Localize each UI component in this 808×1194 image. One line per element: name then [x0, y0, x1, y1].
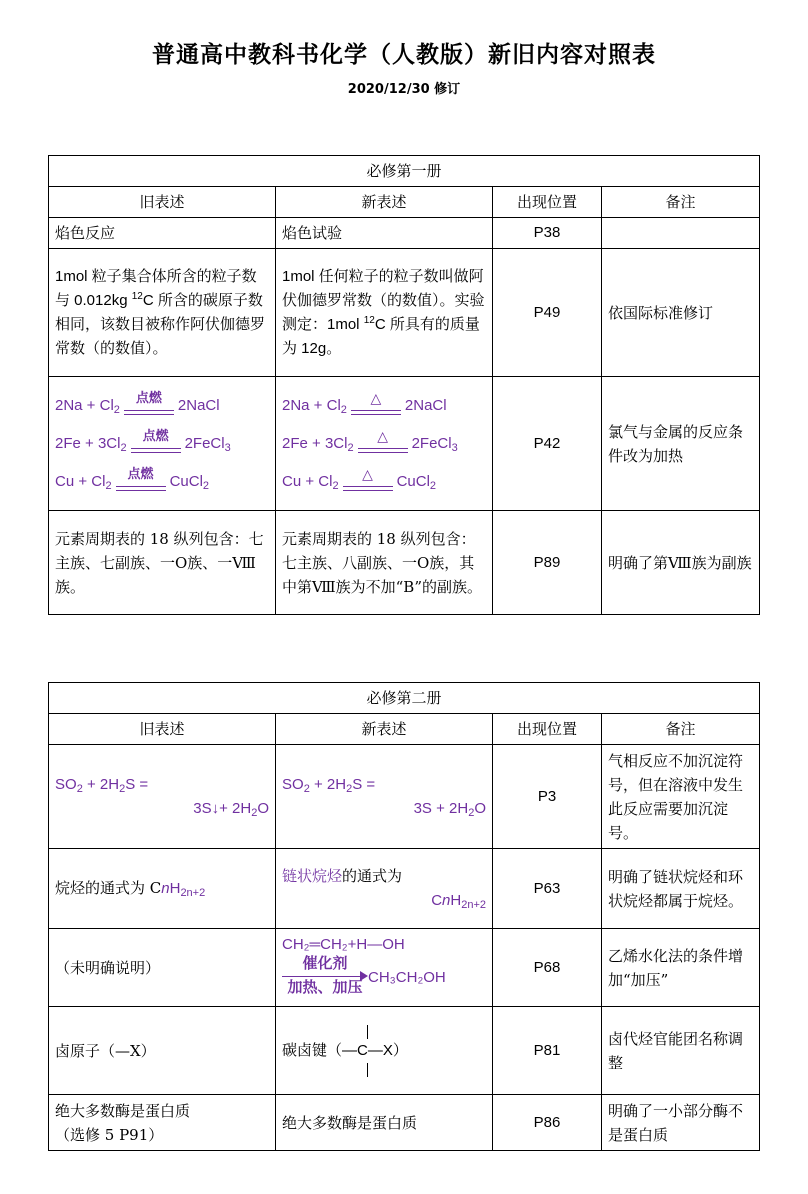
table-row: [49, 1007, 760, 1095]
col-note: 备注: [602, 187, 760, 218]
note: 明确了链状烷烃和环状烷烃都属于烷烃。: [602, 849, 760, 929]
position: P86: [493, 1095, 602, 1151]
new-text: 元素周期表的 18 纵列包含：七主族、八副族、一O族，其中第Ⅷ族为不加“B”的副族。: [276, 511, 493, 615]
note: 气相反应不加沉淀符号，但在溶液中发生此反应需要加沉淀号。: [602, 745, 760, 849]
table-row: [49, 745, 760, 849]
new-text: 1mol 任何粒子的粒子数叫做阿伏伽德罗常数（的数值）。实验测定：1mol $^{12}$C 所具有的质量为 12g。: [276, 249, 493, 377]
old-text: 1mol 粒子集合体所含的粒子数与 0.012kg $^{12}$C 所含的碳原子数相同，该数目被称作阿伏伽德罗常数（的数值）。: [49, 249, 276, 377]
new-equation: $SO_2 + 2H_2S$ = $3S + 2H_2O$: [276, 745, 493, 849]
note: 明确了第Ⅷ族为副族: [602, 511, 760, 615]
old-text: 绝大多数酶是蛋白质 （选修 5 P91）: [49, 1095, 276, 1151]
table-row: [49, 249, 760, 377]
position: P89: [493, 511, 602, 615]
position: P63: [493, 849, 602, 929]
note: 卤代烃官能团名称调整: [602, 1007, 760, 1095]
position: P42: [493, 377, 602, 511]
note: 氯气与金属的反应条件改为加热: [602, 377, 760, 511]
col-old: 旧表述: [49, 187, 276, 218]
col-new: 新表述: [276, 714, 493, 745]
col-old: 旧表述: [49, 714, 276, 745]
position: P38: [493, 218, 602, 249]
table-row: [49, 849, 760, 929]
note: [602, 218, 760, 249]
col-pos: 出现位置: [493, 714, 602, 745]
revision-date: 2020/12/30 修订: [347, 82, 461, 97]
table-row: [49, 377, 760, 511]
page-title: 普通高中教科书化学（人教版）新旧内容对照表: [152, 42, 656, 68]
old-text: （未明确说明）: [49, 929, 276, 1007]
position: P3: [493, 745, 602, 849]
position: P68: [493, 929, 602, 1007]
old-text: 元素周期表的 18 纵列包含：七主族、七副族、一O族、一Ⅷ族。: [49, 511, 276, 615]
new-text: 链状烷烃的通式为 CnH$_{2n+2}$: [276, 849, 493, 929]
note: 明确了一小部分酶不是蛋白质: [602, 1095, 760, 1151]
table-row: [49, 929, 760, 1007]
book1-heading: 必修第一册: [49, 156, 760, 187]
table-book1: [48, 155, 760, 615]
old-text: 焰色反应: [49, 218, 276, 249]
col-new: 新表述: [276, 187, 493, 218]
book2-heading: 必修第二册: [49, 683, 760, 714]
table-book2: [48, 682, 760, 1151]
new-text: 碳卤键（ —C—X ）: [276, 1007, 493, 1095]
new-equations: $2Na + Cl_2$ △ 2NaCl $2Fe + 3Cl_2$ △ 2FeCl$_3$ $Cu + Cl_2$ △ CuCl$_2$: [276, 377, 493, 511]
old-equations: $2Na + Cl_2$ 点燃 2NaCl $2Fe + 3Cl_2$ 点燃 2FeCl$_3$ $Cu + Cl_2$ 点燃 CuCl$_2$: [49, 377, 276, 511]
new-equation: CH₂═CH₂+H—OH 催化剂 加热、加压 CH₃CH₂OH: [276, 929, 493, 1007]
note: 乙烯水化法的条件增加“加压”: [602, 929, 760, 1007]
carbon-halogen-structure: —C—X: [342, 1025, 393, 1077]
table-row: [49, 511, 760, 615]
position: P81: [493, 1007, 602, 1095]
table-row: [49, 218, 760, 249]
table-row: [49, 1095, 760, 1151]
col-note: 备注: [602, 714, 760, 745]
old-text: 烷烃的通式为 CnH$_{2n+2}$: [49, 849, 276, 929]
position: P49: [493, 249, 602, 377]
old-equation: $SO_2 + 2H_2S$ = 3S↓+ $2H_2O$: [49, 745, 276, 849]
col-pos: 出现位置: [493, 187, 602, 218]
new-text: 绝大多数酶是蛋白质: [276, 1095, 493, 1151]
note: 依国际标准修订: [602, 249, 760, 377]
new-text: 焰色试验: [276, 218, 493, 249]
old-text: 卤原子（—X）: [49, 1007, 276, 1095]
